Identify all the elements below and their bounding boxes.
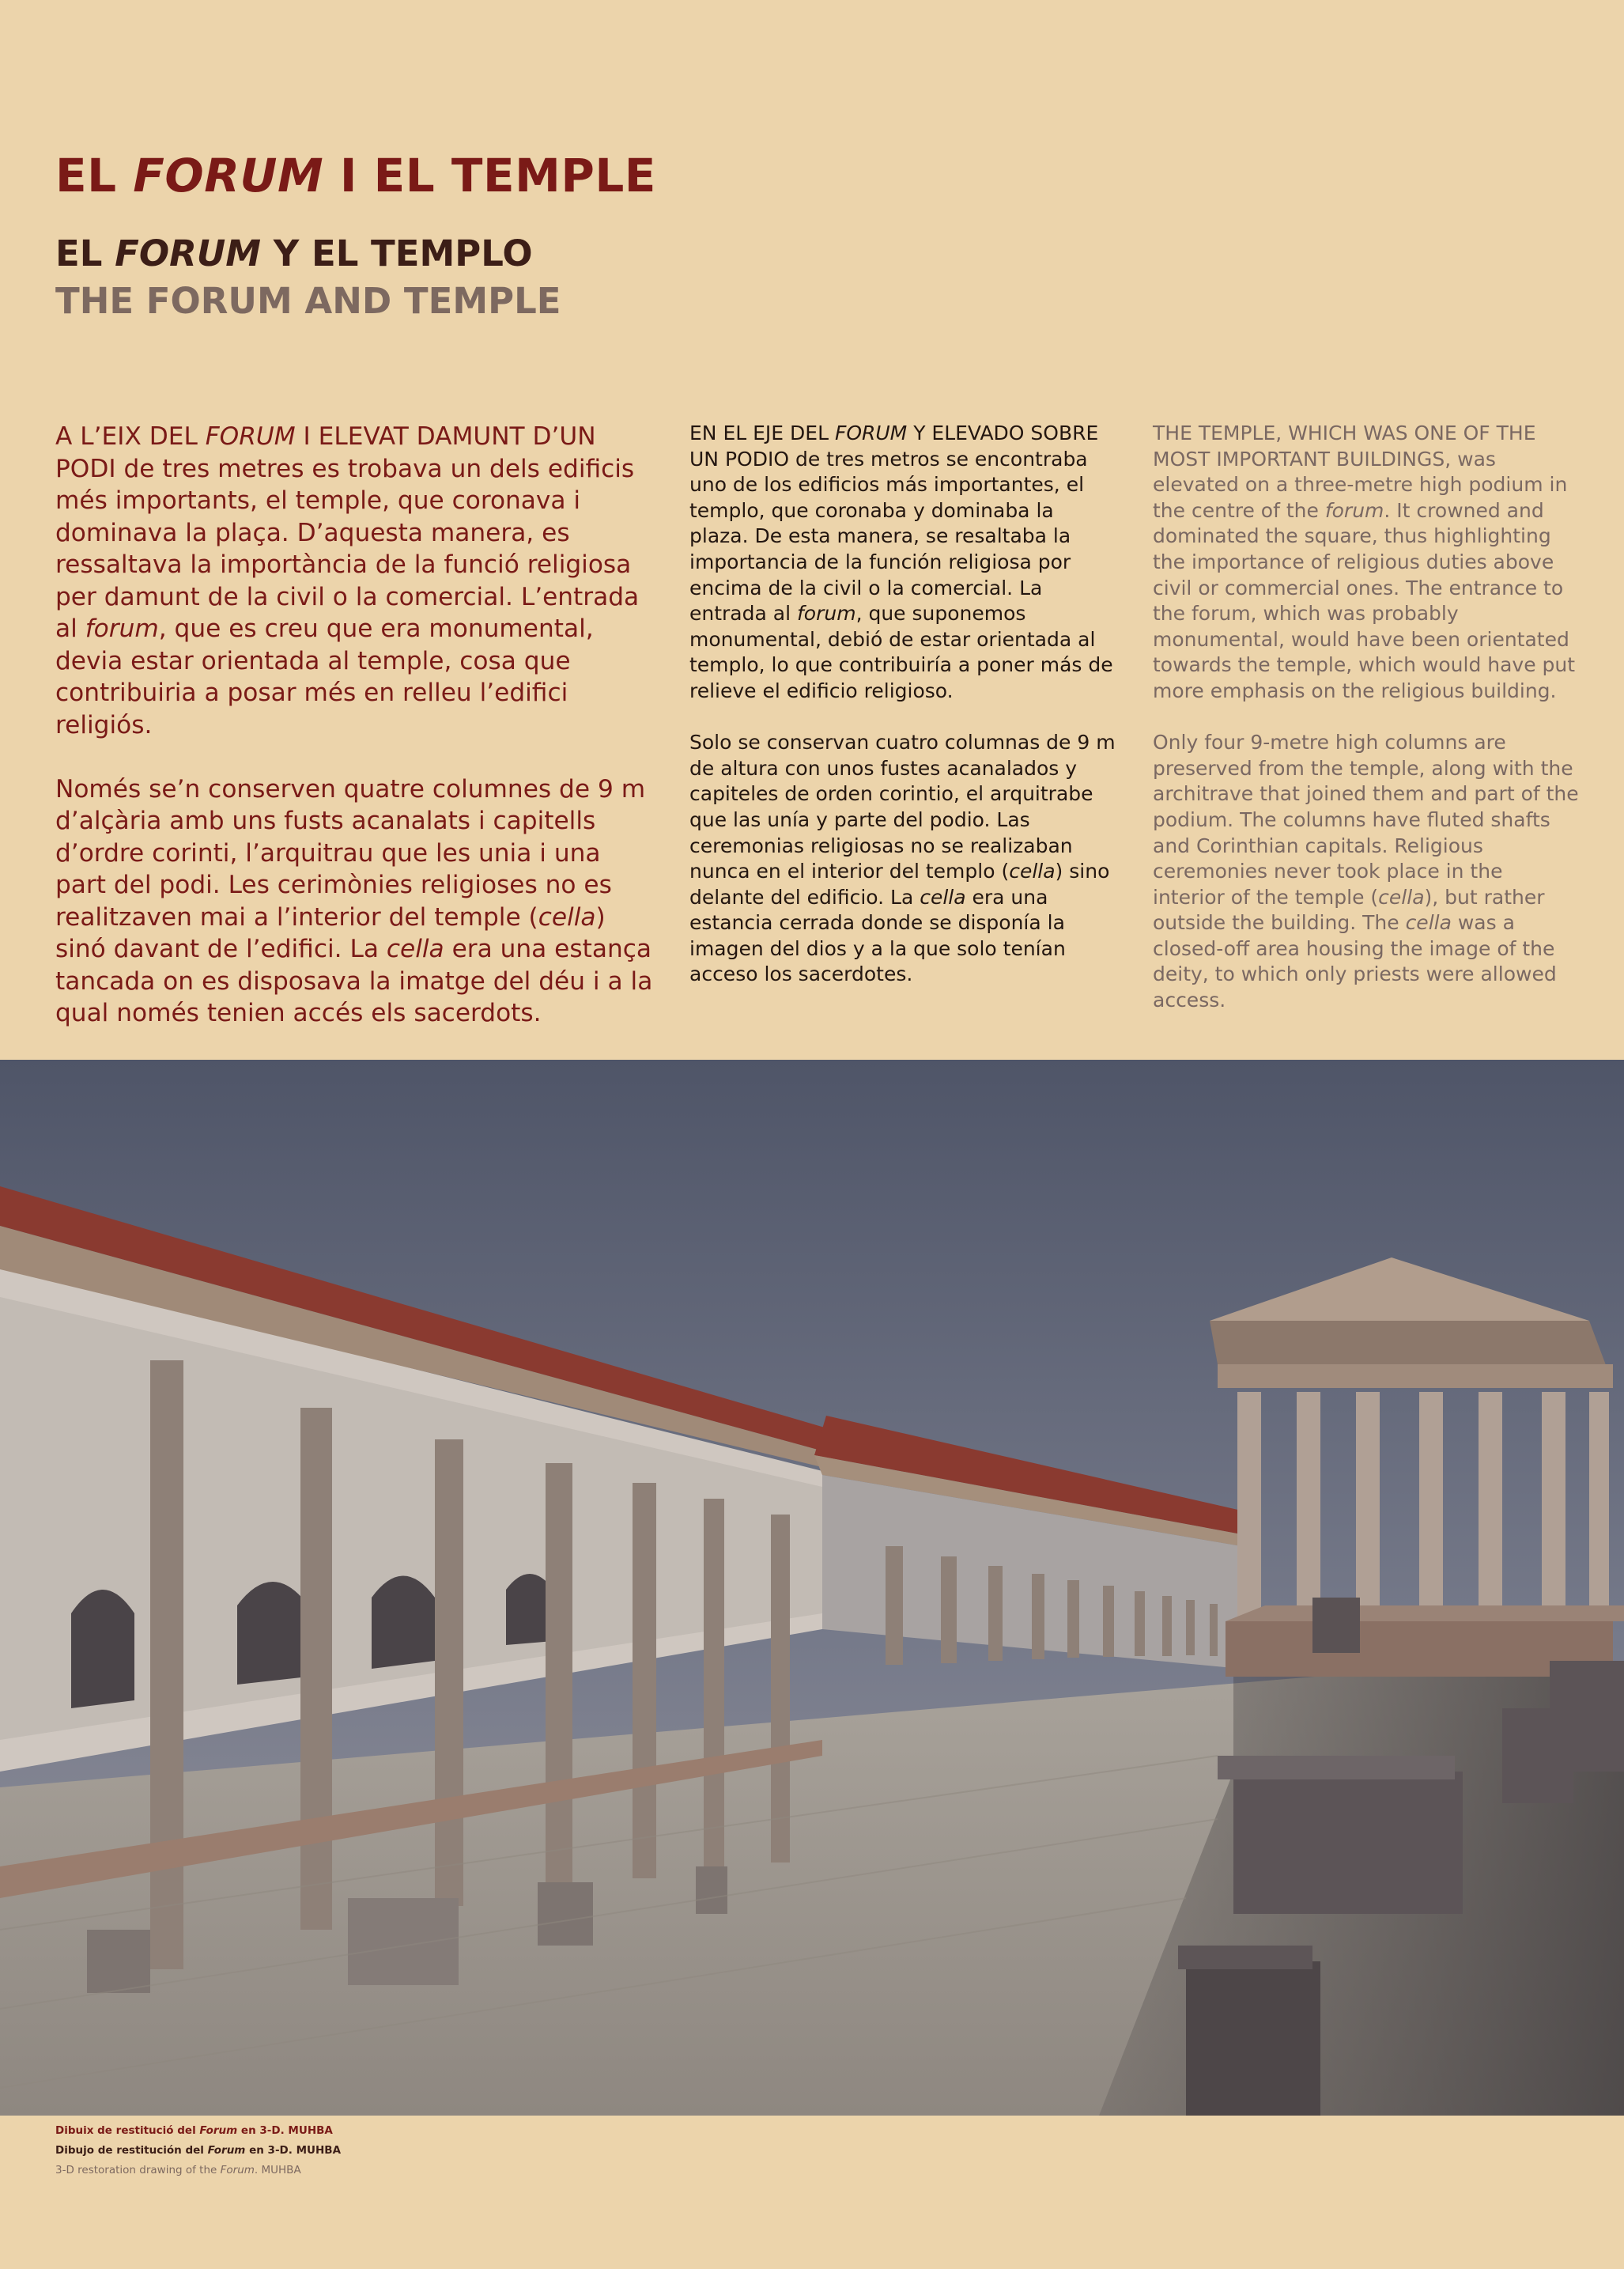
- title-english: THE FORUM AND TEMPLE: [55, 280, 561, 322]
- catalan-lead-text-1: A L’EIX DEL: [55, 422, 206, 451]
- english-paragraph-1: [1153, 421, 1580, 705]
- spanish-p1-em: forum: [796, 602, 856, 626]
- caption-catalan-post: en 3-D. MUHBA: [237, 2124, 333, 2137]
- english-paragraph-2: [1153, 730, 1580, 1014]
- title-catalan-pre: EL: [55, 149, 134, 202]
- title-spanish-post: Y EL TEMPLO: [261, 233, 533, 274]
- catalan-paragraph-2: [55, 773, 656, 1030]
- title-spanish: [55, 233, 533, 274]
- english-p1-em: forum: [1324, 498, 1384, 522]
- catalan-p1-em: forum: [85, 615, 159, 643]
- catalan-p2-em-2: cella: [386, 935, 444, 963]
- spanish-lead-em: FORUM: [834, 422, 908, 444]
- spanish-p2-em-1: cella: [1009, 860, 1056, 883]
- catalan-p1-text-2: , que es creu que era monumental, devia estar orientada al temple, cosa que contribuiria a posar més en relleu l’edifici religiós.: [55, 615, 594, 739]
- caption-spanish-post: en 3-D. MUHBA: [245, 2144, 342, 2157]
- catalan-p2-em-1: cella: [538, 902, 596, 932]
- spanish-p2-text-3: era una estancia cerrada donde se disponía la imagen del dios y a la que solo tenían acceso los sacerdotes.: [689, 885, 1066, 986]
- english-p2-em-1: cella: [1378, 885, 1425, 909]
- spanish-p2-text-2: ) sino delante del edificio. La: [689, 860, 1110, 909]
- spanish-lead-text-2: Y ELEVADO SOBRE UN PODIO: [689, 422, 1099, 471]
- title-catalan-em: FORUM: [133, 149, 324, 202]
- title-catalan: [55, 149, 656, 202]
- catalan-column: [55, 421, 656, 1030]
- english-p1-text-2: . It crowned and dominated the square, thus highlighting the importance of religious duties above civil or commercial ones. The entrance to the forum, which was probably monumental, would have been orientated towards the temple, which would have put more emphasis on the religious building.: [1153, 498, 1576, 702]
- title-spanish-em: FORUM: [115, 233, 262, 274]
- english-p2-text-1: Only four 9-metre high columns are preserved from the temple, along with the architrave that joined them and part of the podium. The columns have fluted shafts and Corinthian capitals. Religious ceremonies never took place in the interior of the temple (: [1153, 731, 1579, 909]
- spanish-p2-text-1: Solo se conservan cuatro columnas de 9 m de altura con unos fustes acanalados y capiteles de orden corintio, el arquitrabe que las unía y parte del podio. Las ceremonias religiosas no se realizaban nunca en el interior del templo (: [689, 731, 1116, 883]
- caption-spanish-pre: Dibujo de restitución del: [55, 2144, 208, 2157]
- english-column: [1153, 421, 1580, 1014]
- spanish-p2-em-2: cella: [920, 885, 966, 909]
- caption-spanish: [55, 2141, 341, 2161]
- english-p2-em-2: cella: [1405, 911, 1452, 935]
- title-catalan-post: I EL TEMPLE: [323, 149, 656, 202]
- catalan-lead-em: FORUM: [205, 422, 296, 451]
- caption-catalan-em: Forum: [199, 2124, 238, 2137]
- english-p1-text-1: was elevated on a three-metre high podium in the centre of the: [1153, 447, 1568, 522]
- catalan-p2-text-2: ) sinó davant de l’edifici. La: [55, 902, 606, 963]
- spanish-column: [689, 421, 1116, 988]
- english-lead: THE TEMPLE, WHICH WAS ONE OF THE MOST IMPORTANT BUILDINGS,: [1153, 422, 1536, 471]
- spanish-paragraph-1: [689, 421, 1116, 705]
- caption-spanish-em: Forum: [207, 2144, 246, 2157]
- caption-english-post: . MUHBA: [254, 2164, 301, 2176]
- spanish-lead-text-1: EN EL EJE DEL: [689, 422, 835, 444]
- forum-3d-restoration-image: [0, 1060, 1624, 2116]
- caption-english: [55, 2161, 341, 2180]
- spanish-paragraph-2: [689, 730, 1116, 988]
- catalan-paragraph-1: [55, 421, 656, 741]
- catalan-p2-text-3: era una estança tancada on es disposava la imatge del déu i a la qual només tenien accés els sacerdots.: [55, 935, 653, 1027]
- spanish-p1-text-2: , que suponemos monumental, debió de estar orientada al templo, lo que contribuiría a poner más de relieve el edificio religioso.: [689, 602, 1113, 702]
- catalan-lead-text-2: I ELEVAT DAMUNT D’UN PODI: [55, 422, 596, 483]
- caption-catalan-pre: Dibuix de restitució del: [55, 2124, 200, 2137]
- english-p2-text-3: was a closed-off area housing the image of the deity, to which only priests were allowed access.: [1153, 911, 1557, 1012]
- spanish-p1-text-1: de tres metros se encontraba uno de los edificios más importantes, el templo, que coronaba y dominaba la plaza. De esta manera, se resaltaba la importancia de la función religiosa por encima de la civil o la comercial. La entrada al: [689, 447, 1088, 626]
- catalan-p2-text-1: Només se’n conserven quatre columnes de 9 m d’alçària amb uns fusts acanalats i capitells d’ordre corinti, l’arquitrau que les unia i una part del podi. Les cerimònies religioses no es realitzaven mai a l’interior del temple (: [55, 774, 646, 932]
- catalan-p1-text-1: de tres metres es trobava un dels edificis més importants, el temple, que coronava i dominava la plaça. D’aquesta manera, es ressaltava la importància de la funció religiosa per damunt de la civil o la comercial. L’entrada al: [55, 454, 640, 643]
- caption-english-pre: 3-D restoration drawing of the: [55, 2164, 221, 2176]
- english-p2-text-2: ), but rather outside the building. The: [1153, 885, 1545, 935]
- image-captions: [55, 2121, 341, 2180]
- caption-english-em: Forum: [220, 2164, 255, 2176]
- title-spanish-pre: EL: [55, 233, 115, 274]
- caption-catalan: [55, 2121, 341, 2141]
